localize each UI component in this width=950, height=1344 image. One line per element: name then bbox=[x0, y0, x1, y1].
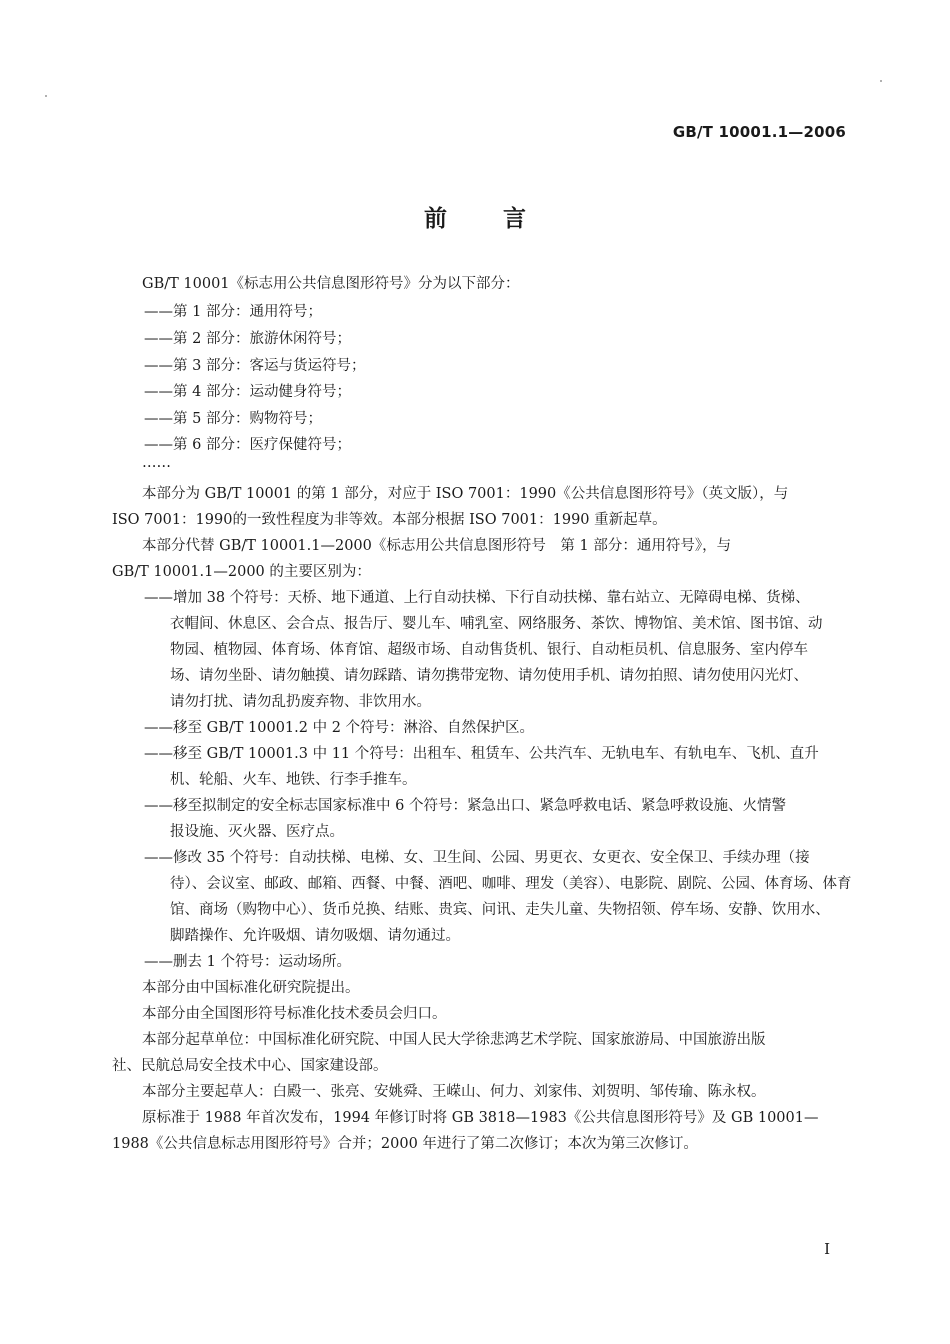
text-line: ——删去 1 个符号：运动场所。 bbox=[144, 954, 351, 970]
standard-code: GB/T 10001.1—2006 bbox=[672, 123, 846, 141]
text-line: 原标准于 1988 年首次发布，1994 年修订时将 GB 3818—1983《公共信息图形符号》及 GB 10001— bbox=[142, 1110, 819, 1126]
text-line: ——增加 38 个符号：天桥、地下通道、上行自动扶梯、下行自动扶梯、靠右站立、无障碍电梯、货梯、 bbox=[144, 590, 810, 606]
text-line: 报设施、灭火器、医疗点。 bbox=[170, 824, 344, 840]
text-line: 本部分起草单位：中国标准化研究院、中国人民大学徐悲鸿艺术学院、国家旅游局、中国旅游出版 bbox=[142, 1032, 766, 1048]
page-number: I bbox=[824, 1240, 830, 1258]
text-line: 待）、会议室、邮政、邮箱、西餐、中餐、酒吧、咖啡、理发（美容）、电影院、剧院、公园、体育场、体育 bbox=[170, 876, 852, 892]
text-line: 本部分主要起草人：白殿一、张亮、安姚舜、王嵘山、何力、刘家伟、刘贺明、邹传瑜、陈永权。 bbox=[142, 1084, 766, 1100]
scan-speck bbox=[880, 80, 882, 82]
text-line: ——第 2 部分：旅游休闲符号； bbox=[144, 331, 351, 347]
text-line: ——第 3 部分：客运与货运符号； bbox=[144, 358, 366, 374]
text-line: 本部分由中国标准化研究院提出。 bbox=[142, 980, 360, 996]
text-line: ——第 4 部分：运动健身符号； bbox=[144, 384, 351, 400]
text-line: 本部分为 GB/T 10001 的第 1 部分，对应于 ISO 7001：1990《公共信息图形符号》（英文版），与 bbox=[142, 486, 789, 502]
text-line: ——修改 35 个符号：自动扶梯、电梯、女、卫生间、公园、男更衣、女更衣、安全保卫、手续办理（接 bbox=[144, 850, 810, 866]
text-line: 本部分代替 GB/T 10001.1—2000《标志用公共信息图形符号 第 1 部分：通用符号》，与 bbox=[142, 538, 732, 554]
text-line: ——移至拟制定的安全标志国家标准中 6 个符号：紧急出口、紧急呼救电话、紧急呼救设施、火情警 bbox=[144, 798, 786, 814]
text-line: GB/T 10001.1—2000 的主要区别为： bbox=[112, 564, 371, 580]
text-line: 机、轮船、火车、地铁、行李手推车。 bbox=[170, 772, 417, 788]
text-line: GB/T 10001《标志用公共信息图形符号》分为以下部分： bbox=[142, 276, 520, 292]
text-line: ——第 1 部分：通用符号； bbox=[144, 304, 322, 320]
text-line: …… bbox=[142, 455, 171, 471]
text-line: 场、请勿坐卧、请勿触摸、请勿踩踏、请勿携带宠物、请勿使用手机、请勿拍照、请勿使用闪光灯、 bbox=[170, 668, 808, 684]
text-line: 社、民航总局安全技术中心、国家建设部。 bbox=[112, 1058, 388, 1074]
text-line: ——移至 GB/T 10001.2 中 2 个符号：淋浴、自然保护区。 bbox=[144, 720, 535, 736]
text-line: ——移至 GB/T 10001.3 中 11 个符号：出租车、租赁车、公共汽车、无轨电车、有轨电车、飞机、直升 bbox=[144, 746, 819, 762]
text-line: ISO 7001：1990的一致性程度为非等效。本部分根据 ISO 7001：1990 重新起草。 bbox=[112, 512, 667, 528]
page-title: 前言 bbox=[424, 206, 582, 232]
text-line: 本部分由全国图形符号标准化技术委员会归口。 bbox=[142, 1006, 447, 1022]
text-line: 馆、商场（购物中心）、货币兑换、结账、贵宾、问讯、走失儿童、失物招领、停车场、安静、饮用水、 bbox=[170, 902, 830, 918]
text-line: ——第 6 部分：医疗保健符号； bbox=[144, 437, 351, 453]
text-line: 衣帽间、休息区、会合点、报告厅、婴儿车、哺乳室、网络服务、茶饮、博物馆、美术馆、图书馆、动 bbox=[170, 616, 823, 632]
scan-speck bbox=[45, 95, 47, 97]
text-line: 1988《公共信息标志用图形符号》合并；2000 年进行了第二次修订；本次为第三次修订。 bbox=[112, 1136, 698, 1152]
text-line: 物园、植物园、体育场、体育馆、超级市场、自动售货机、银行、自动柜员机、信息服务、室内停车 bbox=[170, 642, 808, 658]
text-line: 脚踏操作、允许吸烟、请勿吸烟、请勿通过。 bbox=[170, 928, 460, 944]
text-line: ——第 5 部分：购物符号； bbox=[144, 411, 322, 427]
text-line: 请勿打扰、请勿乱扔废弃物、非饮用水。 bbox=[170, 694, 431, 710]
